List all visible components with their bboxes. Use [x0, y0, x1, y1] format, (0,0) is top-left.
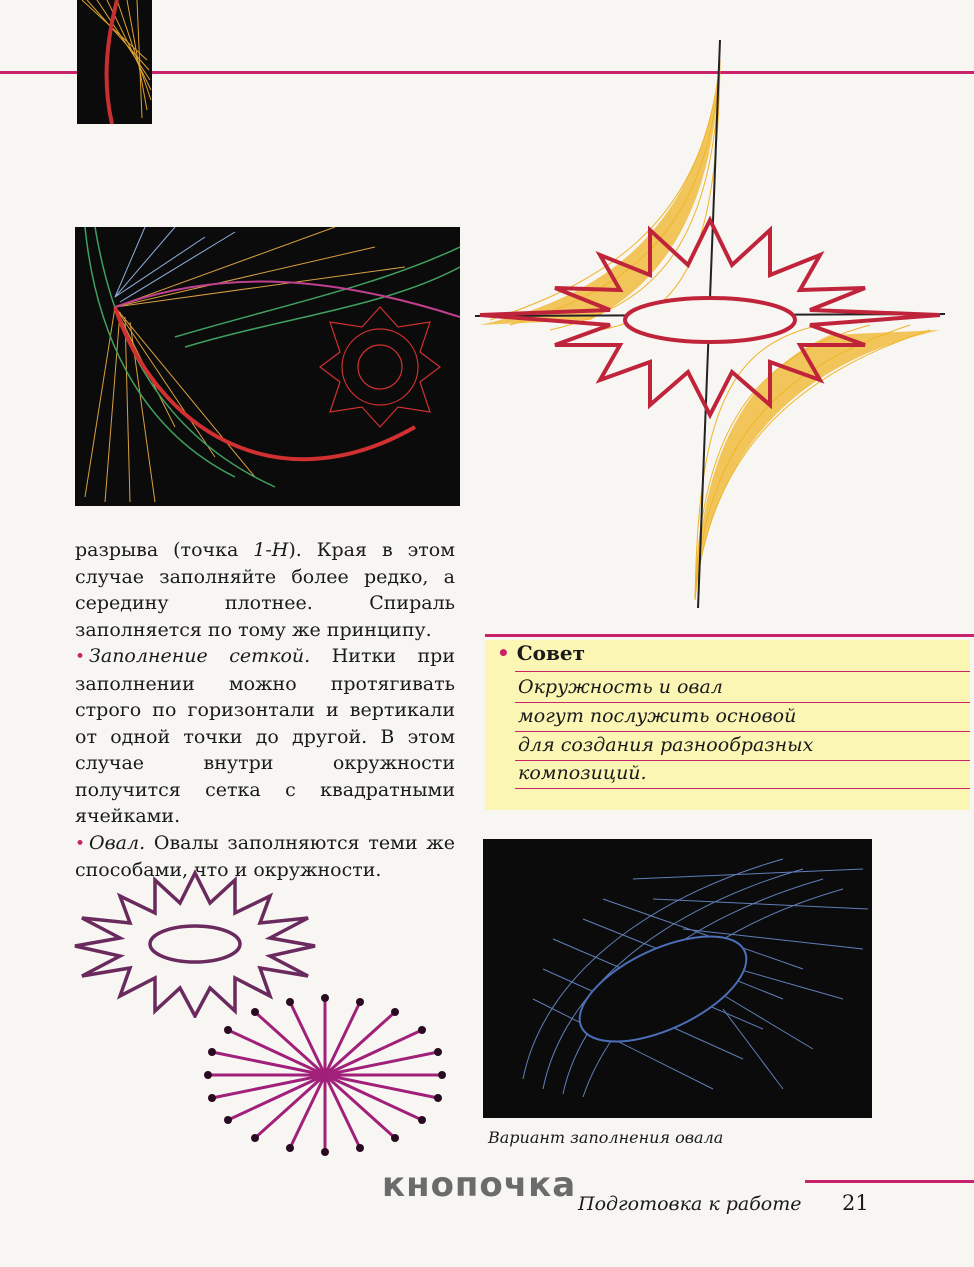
tip-top-rule: [485, 634, 974, 637]
star-oval-diagram: [470, 20, 950, 610]
purple-dot-oval-diagram: [200, 990, 450, 1160]
tip-underline: [515, 671, 970, 672]
watermark: кнопочка: [382, 1165, 577, 1205]
footer-rule: [805, 1180, 974, 1183]
photo-caption: Вариант заполнения овала: [488, 1128, 724, 1147]
string-art-photo-left: [75, 227, 460, 506]
tip-underline: [515, 702, 970, 703]
tip-line-3: для создания разнообразных: [518, 734, 814, 756]
paragraph-break-fill: разрыва (точка 1-Н). Края в этом случае заполняйте более редко, а середину плотнее. Спираль заполняется по тому же принципу.: [75, 539, 455, 641]
page-number: 21: [842, 1191, 869, 1215]
tip-underline: [515, 788, 970, 789]
tip-title: • Совет: [497, 641, 586, 665]
section-title: Подготовка к работе: [578, 1193, 802, 1215]
tip-line-2: могут послужить основой: [518, 705, 797, 727]
bullet-icon: •: [497, 641, 510, 665]
body-text: [75, 537, 455, 884]
tip-underline: [515, 731, 970, 732]
bullet-icon: •: [75, 647, 86, 667]
oval-fill-photo: [483, 839, 872, 1118]
bullet-icon: •: [75, 833, 86, 854]
top-corner-photo: [77, 0, 152, 124]
tip-underline: [515, 760, 970, 761]
paragraph-oval: • Овал. Овалы заполняются теми же способами, что и окружности.: [75, 831, 455, 881]
tip-line-1: Окружность и овал: [518, 676, 723, 698]
paragraph-grid-fill: • Заполнение сеткой. Нитки при заполнении можно протягивать строго по горизонтали и вертикали от одной точки до другой. В этом случае внутри окружности получится сетка с квадратными ячейками.: [75, 645, 455, 827]
tip-line-4: композиций.: [518, 762, 647, 784]
